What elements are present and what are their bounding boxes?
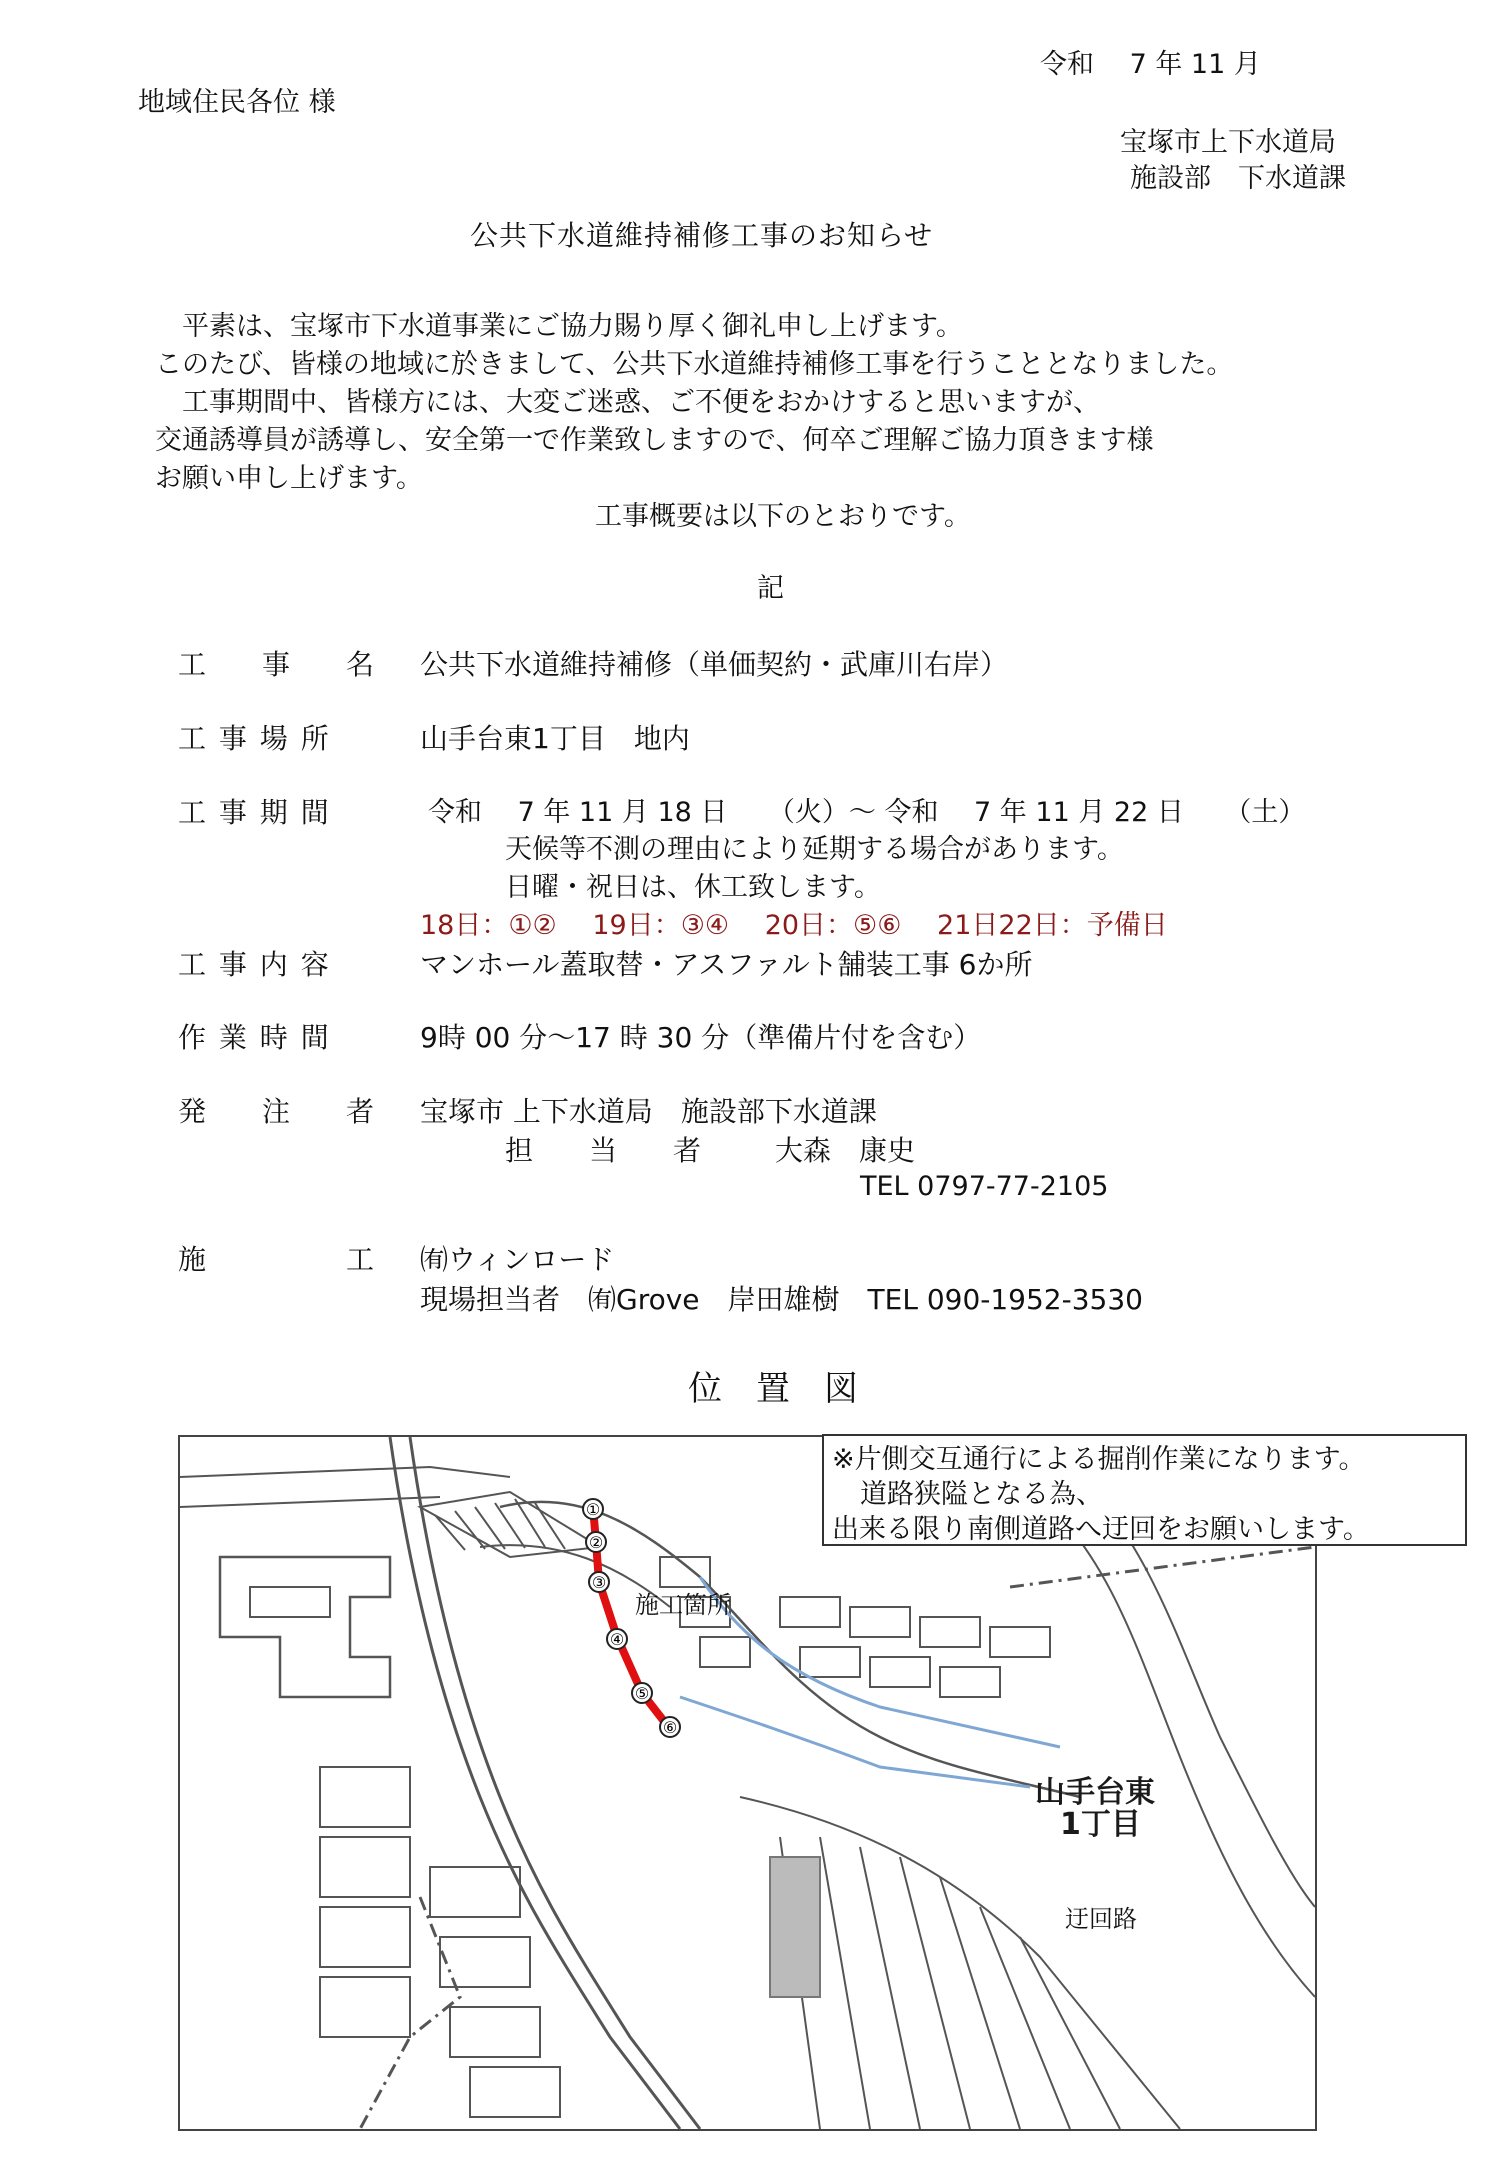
issuer-org: 宝塚市上下水道局: [1120, 127, 1336, 158]
contractor-value: ㈲ウィンロード: [420, 1243, 615, 1276]
note-line-2: 道路狭隘となる為、: [860, 1479, 1103, 1510]
map-note: [822, 1434, 1467, 1546]
body-line-1: 平素は、宝塚市下水道事業にご協力賜り厚く御礼申し上げます。: [182, 311, 963, 342]
marker-label-1: ①: [585, 1500, 601, 1519]
body-line-5: お願い申し上げます。: [155, 463, 423, 494]
site-manager: 現場担当者 ㈲Grove 岸田雄樹 TEL 090-1952-3530: [420, 1283, 1143, 1316]
marker-label-5: ⑤: [634, 1684, 650, 1703]
recipient: 地域住民各位 様: [138, 87, 336, 118]
marker-label-2: ②: [588, 1533, 604, 1552]
period-note-1: 天候等不測の理由により延期する場合があります。: [505, 834, 1124, 865]
content-value: マンホール蓋取替・アスファルト舗装工事 6か所: [420, 948, 1033, 981]
period-note-2: 日曜・祝日は、休工致します。: [505, 872, 881, 903]
map-title: 位 置 図: [688, 1369, 858, 1409]
site-label: 施工箇所: [635, 1591, 731, 1619]
issuer-dept: 施設部 下水道課: [1130, 163, 1346, 194]
schedule: 18日：①② 19日：③④ 20日：⑤⑥ 21日22日：予備日: [420, 910, 1168, 941]
orderer-label: 発 注 者: [178, 1095, 375, 1128]
location-value: 山手台東1丁目 地内: [420, 722, 690, 755]
body-line-4: 交通誘導員が誘導し、安全第一で作業致しますので、何卒ご理解ご協力頂きます様: [155, 425, 1154, 456]
page-title: 公共下水道維持補修工事のお知らせ: [470, 219, 934, 252]
contact-tel: TEL 0797-77-2105: [860, 1171, 1109, 1202]
contact-label: 担 当 者: [505, 1134, 702, 1167]
body-line-2: このたび、皆様の地域に於きまして、公共下水道維持補修工事を行うこととなりました。: [155, 349, 1234, 380]
body-line-3: 工事期間中、皆様方には、大変ご迷惑、ご不便をおかけすると思いますが、: [182, 387, 1100, 418]
summary-intro: 工事概要は以下のとおりです。: [595, 501, 971, 532]
location-label: 工 事 場 所: [178, 722, 331, 755]
name-label: 工 事 名: [178, 648, 375, 681]
marker-label-4: ④: [609, 1630, 625, 1649]
orderer-value: 宝塚市 上下水道局 施設部下水道課: [420, 1095, 877, 1128]
area-name-line2: 1丁目: [1060, 1807, 1141, 1842]
note-line-3: 出来る限り南側道路へ迂回をお願いします。: [832, 1514, 1370, 1545]
ki-heading: 記: [757, 573, 784, 604]
name-value: 公共下水道維持補修（単価契約・武庫川右岸）: [420, 648, 1009, 681]
marker-label-6: ⑥: [662, 1718, 678, 1737]
notice-date: 令和 7 年 11 月: [1040, 49, 1261, 80]
content-label: 工 事 内 容: [178, 948, 331, 981]
period-label: 工 事 期 間: [178, 796, 331, 829]
contractor-label: 施 工: [178, 1243, 375, 1276]
detour-label: 迂回路: [1065, 1905, 1137, 1933]
hours-label: 作 業 時 間: [178, 1021, 331, 1054]
marker-label-3: ③: [591, 1573, 607, 1592]
area-name-line1: 山手台東: [1035, 1775, 1155, 1810]
contact-name: 大森 康史: [775, 1134, 916, 1167]
hours-value: 9時 00 分～17 時 30 分（準備片付を含む）: [420, 1021, 982, 1054]
period-value: 令和 7 年 11 月 18 日 （火）～ 令和 7 年 11 月 22 日 （土）: [428, 797, 1306, 828]
note-line-1: ※片側交互通行による掘削作業になります。: [832, 1444, 1366, 1475]
